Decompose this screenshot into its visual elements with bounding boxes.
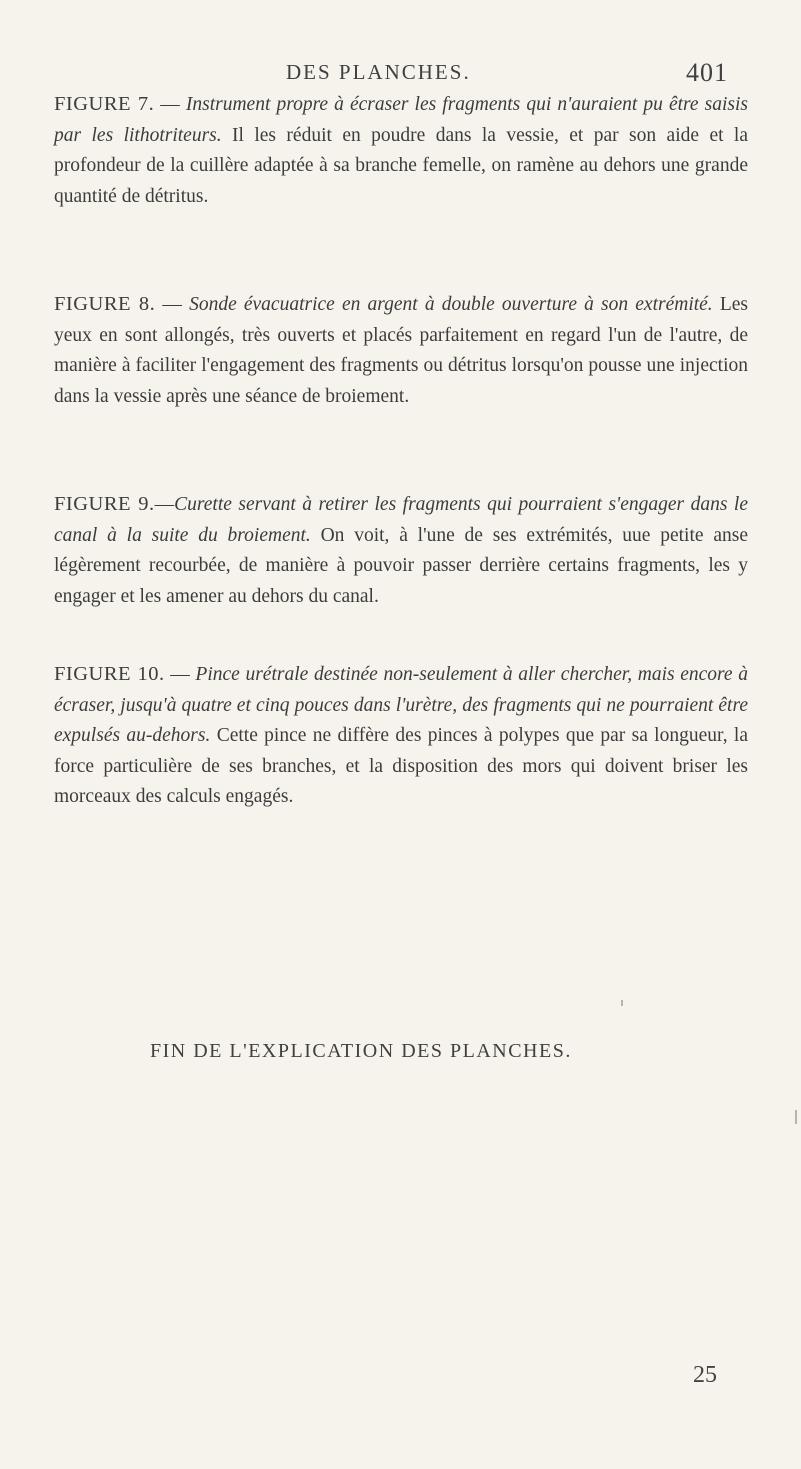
figure-entry-9	[54, 489, 748, 612]
end-of-section-line: FIN DE L'EXPLICATION DES PLANCHES.	[150, 1040, 572, 1062]
figure-label: FIGURE 9.	[54, 493, 155, 515]
figure-description: Cette pince ne diffère des pinces à polypes que par sa longueur, la force particulière de ses branches, et la disposition des mors qui doivent briser les morceaux des calculs engagés.	[54, 725, 748, 807]
paper-speck	[795, 1110, 797, 1124]
figure-caption: Curette servant à retirer les fragments qui pourraient s'engager dans le canal à la suite du broiement.	[54, 494, 748, 546]
page-number: 401	[686, 58, 728, 87]
figure-label: FIGURE 7.	[54, 93, 155, 115]
separator: —	[154, 94, 186, 115]
figure-entry-7	[54, 89, 748, 212]
figure-caption: Pince urétrale destinée non-seulement à aller chercher, mais encore à écraser, jusqu'à quatre et cinq pouces dans l'urètre, des fragments qui ne pourraient être expulsés au-dehors.	[54, 664, 748, 746]
figure-description: Il les réduit en poudre dans la vessie, et par son aide et la profondeur de la cuillère adaptée à sa branche femelle, on ramène au dehors une grande quantité de détritus.	[54, 124, 748, 207]
figure-label: FIGURE 8.	[54, 293, 156, 315]
paper-speck	[621, 1000, 623, 1006]
figure-entry-8	[54, 289, 748, 412]
figure-label: FIGURE 10.	[54, 663, 165, 685]
separator: —	[155, 294, 190, 315]
signature-mark: 25	[693, 1362, 717, 1388]
figure-description: On voit, à l'une de ses extrémités, uue petite anse légèrement recourbée, de manière à pouvoir passer derrière certains fragments, les y engager et les amener au dehors du canal.	[54, 524, 748, 607]
running-title: DES PLANCHES.	[286, 60, 471, 84]
figure-caption: Sonde évacuatrice en argent à double ouverture à son extrémité.	[189, 294, 713, 315]
figure-description: Les yeux en sont allongés, très ouverts et placés parfaitement en regard l'un de l'autre, de manière à faciliter l'engagement des fragments ou détritus lorsqu'on pousse une injection dans la vessie après une séance de broiement.	[54, 294, 748, 407]
figure-caption: Instrument propre à écraser les fragments qui n'auraient pu être saisis par les lithotriteurs.	[54, 94, 748, 146]
separator: —	[164, 664, 196, 685]
figure-entry-10	[54, 659, 748, 813]
separator: —	[154, 494, 175, 515]
